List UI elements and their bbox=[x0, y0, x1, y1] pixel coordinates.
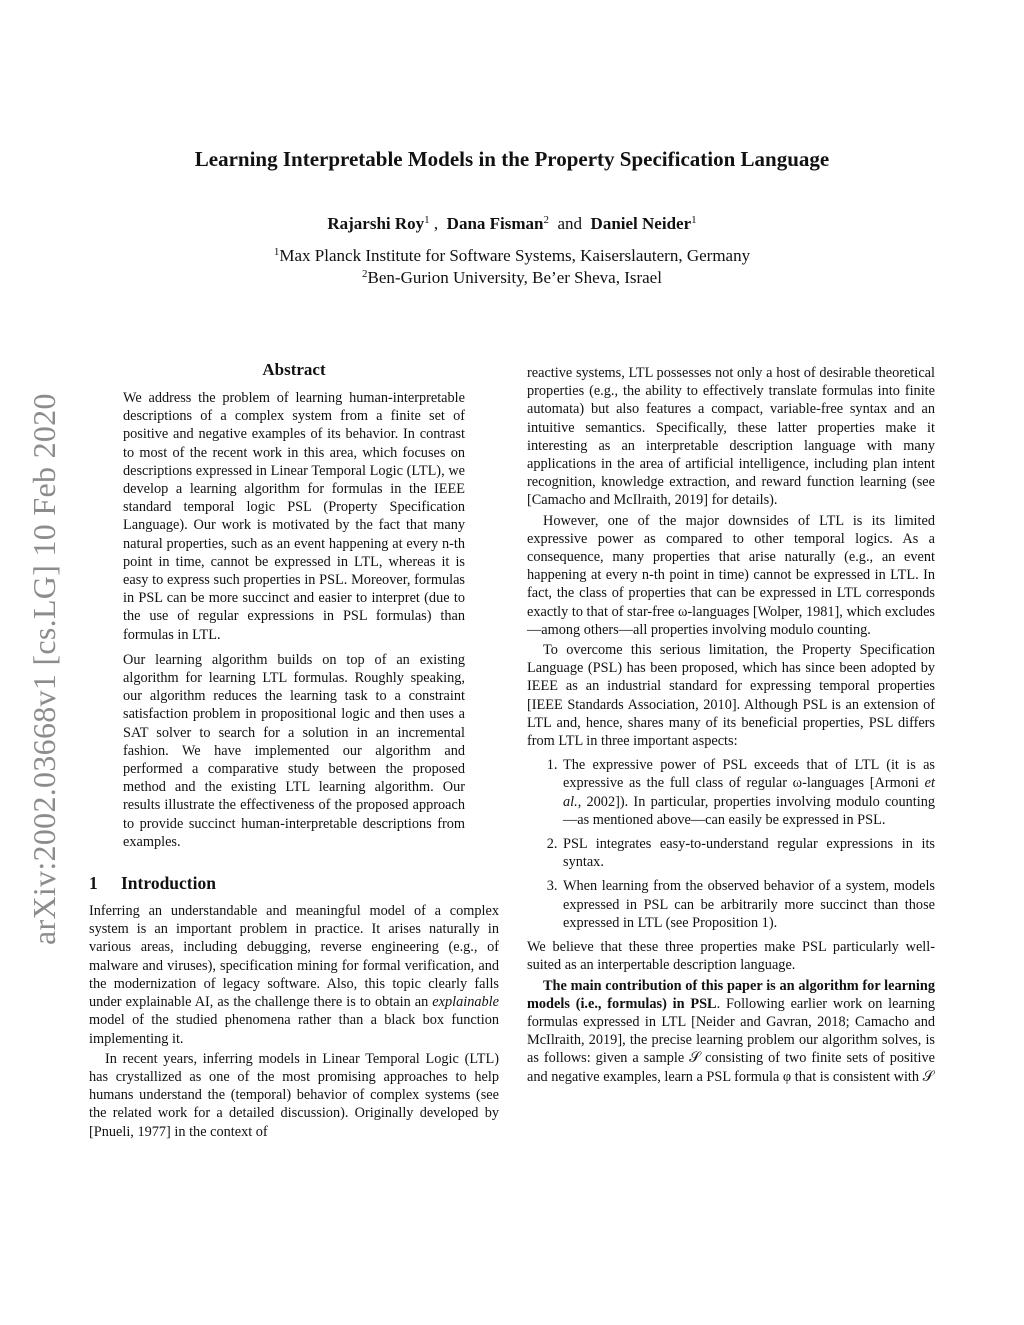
author-name: Dana Fisman bbox=[446, 214, 544, 233]
list-item bbox=[561, 756, 935, 829]
body-paragraph: In recent years, inferring models in Linear Temporal Logic (LTL) has crystallized as one of the most promising approaches to help humans understand the (temporal) behavior of complex systems (see the related work for a detailed discussion). Originally developed by [Pnueli, 1977] in the context of bbox=[89, 1050, 499, 1140]
affiliation-text: Ben-Gurion University, Be’er Sheva, Israel bbox=[367, 268, 662, 287]
body-paragraph: We believe that these three properties make PSL particularly well-suited as an interpertable description language. bbox=[527, 939, 935, 974]
author-name: Daniel Neider bbox=[590, 214, 692, 233]
affiliation bbox=[0, 268, 1024, 288]
paper-title: Learning Interpretable Models in the Property Specification Language bbox=[194, 147, 830, 171]
text-run: The expressive power of PSL exceeds that of LTL (it is as expressive as the full class of regular ω-languages [Armoni bbox=[563, 757, 935, 792]
author-affil-mark: 1 bbox=[424, 214, 430, 226]
author-name: Rajarshi Roy bbox=[327, 214, 425, 233]
body-paragraph bbox=[89, 902, 499, 1048]
text-run: . Following earlier work on learning formulas expressed in LTL [Neider and Gavran, 2018; Camacho and McIlraith, 2019], the precise learning problem our algorithm solves, is as follows: given a sample 𝒮 consisting of two finite sets of positive and negative examples, learn a PSL formula φ that is consistent with 𝒮 bbox=[527, 995, 935, 1085]
abstract-paragraph: Our learning algorithm builds on top of an existing algorithm for learning LTL formulas. Roughly speaking, our algorithm reduces the learning task to a constraint satisfaction problem in propositional logic and then uses a SAT solver to search for a solution in an incremental fashion. We have implemented our algorithm and performed a comparative study between the proposed method and the existing LTL learning algorithm. Our results illustrate the effectiveness of the proposed approach to provide succinct human-interpretable descriptions from examples. bbox=[123, 651, 465, 850]
text-run: model of the studied phenomena rather than a black box function implementing it. bbox=[89, 1012, 499, 1047]
body-paragraph: To overcome this serious limitation, the Property Specification Language (PSL) has been proposed, which has since been adopted by IEEE as an industrial standard for expressing temporal properties [IEEE Standards Association, 2010]. Although PSL is an extension of LTL and, hence, shares many of its beneficial properties, PSL differs from LTL in three important aspects: bbox=[527, 642, 935, 750]
affiliation-text: Max Planck Institute for Software Systems, Kaiserslautern, Germany bbox=[279, 246, 751, 265]
body-paragraph: However, one of the major downsides of LTL is its limited expressive power as compared to other temporal logics. As a consequence, many properties that arise naturally (e.g., an event happening at every n-th point in time) cannot be expressed in LTL. In fact, the class of properties that can be expressed in LTL corresponds exactly to that of star-free ω-languages [Wolper, 1981], which excludes—among others—all properties involving modulo counting. bbox=[527, 512, 935, 638]
bold-text: The main contribution of this paper is an algorithm for learning models (i.e., formulas) in PSL bbox=[527, 977, 935, 1012]
emphasis-text: explainable bbox=[432, 994, 499, 1011]
right-column-body bbox=[527, 364, 935, 1086]
author-line bbox=[0, 214, 1024, 234]
author-affil-mark: 2 bbox=[543, 214, 549, 226]
author-separator: and bbox=[549, 214, 591, 233]
abstract-paragraph: We address the problem of learning human-interpretable descriptions of a complex system from a finite set of positive and negative examples of its behavior. In contrast to most of the recent work in this area, which focuses on descriptions expressed in Linear Temporal Logic (LTL), we develop a learning algorithm for formulas in the IEEE standard temporal logic PSL (Property Specification Language). Our work is motivated by the fact that many natural properties, such as an event happening at every n-th point in time, cannot be expressed in LTL, whereas it is easy to express such properties in PSL. Moreover, formulas in PSL can be more succinct and easier to interpret (due to the use of regular expressions in PSL formulas) than formulas in LTL. bbox=[123, 390, 465, 643]
left-column bbox=[89, 360, 499, 1143]
introduction-body bbox=[89, 902, 499, 1141]
text-run: Inferring an understandable and meaningful model of a complex system is an important problem in practice. It arises naturally in various areas, including debugging, reverse engineering (e.g., of malware and viruses), specification mining for formal verification, and the modernization of legacy software. Also, this topic clearly falls under explainable AI, as the challenge there is to obtain an bbox=[89, 903, 499, 1011]
abstract-heading: Abstract bbox=[262, 360, 326, 379]
abstract-body bbox=[123, 389, 465, 851]
section-number: 1 bbox=[89, 873, 98, 894]
affiliation-number: 2 bbox=[362, 268, 368, 280]
body-paragraph: reactive systems, LTL possesses not only a host of desirable theoretical properties (e.g., the ability to effectively translate formulas into finite automata) but also features a compact, variable-free syntax and an intuitive semantics. Specifically, these latter properties make it interesting as an interpretable description language with many applications in the area of artificial intelligence, including plan intent recognition, knowledge extraction, and reward function learning (see [Camacho and McIlraith, 2019] for details). bbox=[527, 365, 935, 509]
affiliation bbox=[0, 246, 1024, 266]
text-run: , 2002]). In particular, properties involving modulo counting—as mentioned above—can easily be expressed in PSL. bbox=[563, 793, 935, 828]
affiliation-number: 1 bbox=[273, 246, 280, 258]
emphasis-text: et al. bbox=[563, 775, 935, 810]
section-heading bbox=[89, 873, 499, 894]
author-affil-mark: 1 bbox=[691, 214, 697, 226]
body-paragraph bbox=[527, 977, 935, 1086]
section-title: Introduction bbox=[121, 873, 216, 894]
list-item: 2. PSL integrates easy-to-understand regular expressions in its syntax. bbox=[561, 835, 935, 871]
author-separator: , bbox=[429, 214, 447, 233]
arxiv-stamp: arXiv:2002.03668v1 [cs.LG] 10 Feb 2020 bbox=[26, 393, 62, 945]
list-item: 3. When learning from the observed behavior of a system, models expressed in PSL can be arbitrarily more succinct than those expressed in LTL (see Proposition 1). bbox=[561, 877, 935, 932]
right-column bbox=[527, 364, 935, 1088]
aspects-list bbox=[527, 756, 935, 932]
